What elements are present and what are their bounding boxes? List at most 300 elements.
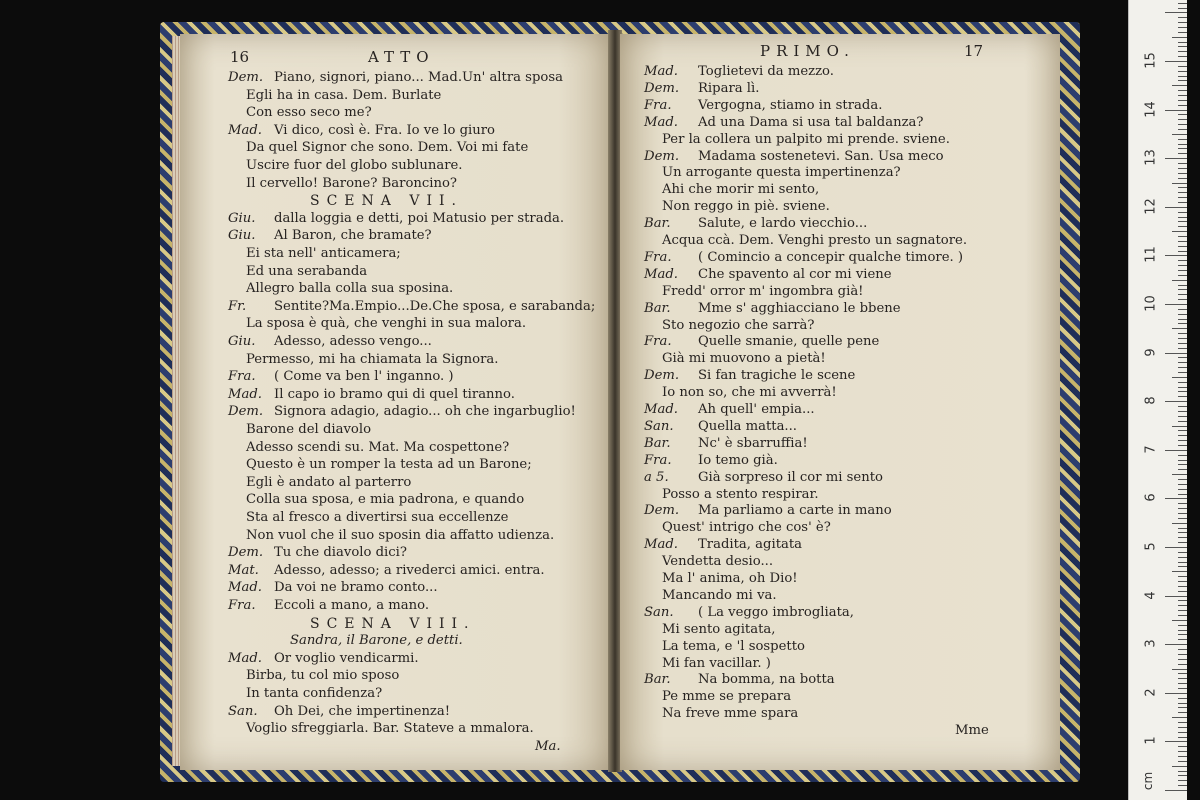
- speaker-label: Mad.: [228, 122, 262, 138]
- ruler-tick: [1178, 411, 1187, 412]
- ruler-tick: [1165, 790, 1187, 791]
- ruler-tick: [1178, 722, 1187, 723]
- verse-line: Da quel Signor che sono. Dem. Voi mi fate: [246, 140, 529, 156]
- ruler-tick: [1178, 221, 1187, 222]
- ruler-tick: [1172, 474, 1187, 475]
- ruler-tick: [1178, 71, 1187, 72]
- ruler-tick: [1178, 659, 1187, 660]
- ruler-tick: [1178, 294, 1187, 295]
- ruler-tick: [1178, 542, 1187, 543]
- ruler-tick: [1178, 654, 1187, 655]
- ruler-label: 14: [1143, 100, 1159, 118]
- speaker-label: Dem.: [228, 545, 264, 561]
- ruler-tick: [1178, 435, 1187, 436]
- ruler-tick: [1178, 455, 1187, 456]
- ruler-tick: [1165, 207, 1187, 208]
- verse-line: Fredd' orror m' ingombra già!: [662, 283, 864, 299]
- ruler-label: 7: [1143, 445, 1159, 454]
- ruler-tick: [1165, 61, 1187, 62]
- speaker-label: Dem.: [644, 80, 680, 96]
- ruler-tick: [1178, 323, 1187, 324]
- ruler-tick: [1178, 105, 1187, 106]
- verse-line: Tu che diavolo dici?: [274, 545, 407, 561]
- speaker-label: Bar.: [644, 300, 671, 316]
- ruler-tick: [1172, 134, 1187, 135]
- verse-line: Na freve mme spara: [662, 706, 799, 722]
- ruler-tick: [1178, 552, 1187, 553]
- ruler-tick: [1178, 22, 1187, 23]
- verse-line: Già sorpreso il cor mi sento: [698, 469, 883, 485]
- ruler-tick: [1178, 51, 1187, 52]
- ruler-tick: [1178, 518, 1187, 519]
- verse-line: Non reggo in piè. sviene.: [662, 199, 830, 215]
- ruler-tick: [1178, 114, 1187, 115]
- speaker-label: Mad.: [644, 114, 678, 130]
- verse-line: Sentite?Ma.Empio...De.Che sposa, e sarabanda;: [274, 298, 596, 314]
- ruler-tick: [1165, 498, 1187, 499]
- right-page: [620, 34, 1060, 770]
- ruler-tick: [1165, 158, 1187, 159]
- speaker-label: Dem.: [644, 503, 680, 519]
- ruler-tick: [1178, 503, 1187, 504]
- ruler-tick: [1178, 217, 1187, 218]
- ruler-tick: [1178, 187, 1187, 188]
- ruler-tick: [1172, 571, 1187, 572]
- ruler-tick: [1178, 367, 1187, 368]
- verse-line: Quella matta...: [698, 418, 798, 434]
- ruler-tick: [1178, 746, 1187, 747]
- verse-line: Non vuol che il suo sposin dia affatto udienza.: [246, 527, 555, 543]
- ruler-label: 4: [1143, 590, 1159, 600]
- ruler-tick: [1165, 304, 1187, 305]
- speaker-label: Mad.: [228, 650, 262, 666]
- verse-line: Ma parliamo a carte in mano: [698, 503, 892, 519]
- verse-line: Quelle smanie, quelle pene: [698, 334, 880, 350]
- ruler-tick: [1178, 625, 1187, 626]
- running-head: PRIMO.: [760, 42, 855, 60]
- ruler-tick: [1178, 421, 1187, 422]
- ruler-tick: [1165, 693, 1187, 694]
- verse-line: Adesso, adesso; a rivederci amici. entra.: [274, 562, 545, 578]
- ruler-tick: [1178, 751, 1187, 752]
- ruler-tick: [1178, 634, 1187, 635]
- ruler-label: 8: [1143, 396, 1159, 405]
- ruler-tick: [1178, 343, 1187, 344]
- ruler-tick: [1178, 464, 1187, 465]
- right-page-text: [620, 34, 1060, 770]
- ruler-tick: [1178, 673, 1187, 674]
- speaker-label: Mad.: [228, 386, 262, 402]
- speaker-label: Mad.: [644, 537, 678, 553]
- ruler-tick: [1178, 712, 1187, 713]
- ruler-tick: [1178, 76, 1187, 77]
- verse-line: Madama sostenetevi. San. Usa meco: [698, 148, 944, 164]
- verse-line: Vendetta desio...: [662, 554, 774, 570]
- ruler-tick: [1178, 445, 1187, 446]
- ruler-tick: [1178, 600, 1187, 601]
- ruler-label: 3: [1143, 639, 1159, 648]
- scene-heading: SCENA VII.: [310, 193, 463, 210]
- ruler-tick: [1178, 732, 1187, 733]
- ruler-tick: [1178, 270, 1187, 271]
- speaker-label: Mad.: [644, 64, 678, 79]
- left-page-text: [180, 34, 610, 770]
- verse-line: ( La veggo imbrogliata,: [698, 604, 854, 620]
- ruler-tick: [1178, 17, 1187, 18]
- ruler-tick: [1178, 557, 1187, 558]
- verse-line: Sta al fresco a divertirsi sua eccellenze: [246, 510, 509, 525]
- ruler-tick: [1178, 124, 1187, 125]
- verse-line: Il cervello! Barone? Baroncino?: [246, 175, 457, 191]
- ruler-tick: [1172, 37, 1187, 38]
- ruler-tick: [1178, 532, 1187, 533]
- verse-line: Già mi muovono a pietà!: [662, 351, 826, 367]
- ruler-tick: [1178, 460, 1187, 461]
- speaker-label: Fra.: [644, 334, 672, 350]
- verse-line: Voglio sfreggiarla. Bar. Stateve a mmalora.: [246, 721, 534, 737]
- verse-line: Tradita, agitata: [698, 537, 803, 553]
- verse-line: Birba, tu col mio sposo: [246, 668, 400, 684]
- ruler-tick: [1172, 280, 1187, 281]
- ruler-tick: [1178, 761, 1187, 762]
- verse-line: Acqua ccà. Dem. Venghi presto un sagnatore.: [662, 233, 968, 248]
- ruler-tick: [1178, 241, 1187, 242]
- speaker-label: San.: [228, 703, 258, 719]
- ruler-tick: [1165, 741, 1187, 742]
- verse-line: Posso a stento respirar.: [662, 486, 819, 502]
- ruler-tick: [1178, 90, 1187, 91]
- verse-line: Ahi che morir mi sento,: [662, 182, 820, 198]
- ruler-label: 11: [1143, 246, 1159, 264]
- ruler-tick: [1178, 678, 1187, 679]
- ruler-tick: [1178, 95, 1187, 96]
- ruler-tick: [1178, 285, 1187, 286]
- speaker-label: Mad.: [644, 266, 678, 282]
- ruler-label: 12: [1143, 198, 1159, 215]
- ruler-tick: [1178, 8, 1187, 9]
- verse-line: Ah quell' empia...: [698, 402, 815, 417]
- ruler-tick: [1165, 110, 1187, 111]
- verse-line: Con esso seco me?: [246, 105, 372, 121]
- ruler-tick: [1178, 289, 1187, 290]
- verse-line: La sposa è quà, che venghi in sua malora.: [246, 316, 527, 332]
- speaker-label: San.: [644, 604, 674, 620]
- verse-line: Colla sua sposa, e mia padrona, e quando: [246, 492, 525, 508]
- ruler-tick: [1178, 494, 1187, 495]
- ruler-tick: [1178, 387, 1187, 388]
- ruler-tick: [1178, 192, 1187, 193]
- ruler-tick: [1178, 202, 1187, 203]
- speaker-label: Bar.: [644, 435, 671, 451]
- ruler-tick: [1178, 178, 1187, 179]
- ruler-tick: [1172, 669, 1187, 670]
- verse-line: Mancando mi va.: [662, 587, 777, 603]
- verse-line: Pe mme se prepara: [662, 689, 792, 705]
- ruler-tick: [1178, 605, 1187, 606]
- verse-line: ( Come va ben l' inganno. ): [274, 369, 454, 385]
- speaker-label: Dem.: [228, 70, 264, 85]
- verse-line: La tema, e 'l sospetto: [662, 638, 805, 654]
- speaker-label: Fra.: [644, 452, 672, 468]
- ruler-tick: [1165, 255, 1187, 256]
- ruler-tick: [1178, 144, 1187, 145]
- verse-line: Ei sta nell' anticamera;: [246, 246, 401, 261]
- ruler-tick: [1178, 528, 1187, 529]
- ruler-tick: [1178, 630, 1187, 631]
- ruler-tick: [1165, 644, 1187, 645]
- ruler-tick: [1172, 231, 1187, 232]
- verse-line: Nc' è sbarruffia!: [698, 435, 808, 451]
- speaker-label: San.: [644, 418, 674, 434]
- verse-line: Na bomma, na botta: [698, 672, 835, 688]
- ruler-tick: [1178, 299, 1187, 300]
- verse-line: Da voi ne bramo conto...: [274, 580, 438, 596]
- ruler-tick: [1178, 639, 1187, 640]
- speaker-label: Dem.: [644, 368, 680, 384]
- ruler-tick: [1178, 357, 1187, 358]
- speaker-label: Giu.: [228, 228, 256, 244]
- verse-line: Per la collera un palpito mi prende. sviene.: [662, 131, 950, 147]
- ruler-tick: [1178, 42, 1187, 43]
- ruler-tick: [1178, 581, 1187, 582]
- speaker-label: Fra.: [644, 249, 672, 265]
- speaker-label: Mad.: [228, 580, 262, 596]
- ruler-tick: [1178, 382, 1187, 383]
- ruler-tick: [1178, 586, 1187, 587]
- speaker-label: Dem.: [644, 148, 680, 164]
- ruler-label: 10: [1143, 295, 1159, 312]
- ruler-tick: [1165, 353, 1187, 354]
- ruler-tick: [1178, 785, 1187, 786]
- ruler-tick: [1178, 338, 1187, 339]
- verse-line: Eccoli a mano, a mano.: [274, 598, 430, 613]
- ruler-tick: [1178, 163, 1187, 164]
- ruler-tick: [1178, 416, 1187, 417]
- ruler-tick: [1178, 688, 1187, 689]
- ruler-tick: [1178, 319, 1187, 320]
- ruler-tick: [1165, 596, 1187, 597]
- ruler-tick: [1178, 737, 1187, 738]
- verse-line: Ripara lì.: [698, 80, 760, 96]
- ruler-tick: [1172, 377, 1187, 378]
- ruler-label: 6: [1143, 493, 1159, 503]
- verse-line: Mme: [955, 723, 989, 739]
- ruler-tick: [1178, 56, 1187, 57]
- verse-line: Barone del diavolo: [246, 422, 372, 437]
- ruler-tick: [1178, 173, 1187, 174]
- verse-line: Adesso scendi su. Mat. Ma cospettone?: [246, 439, 510, 455]
- ruler-tick: [1178, 362, 1187, 363]
- ruler-label: 15: [1143, 52, 1159, 69]
- ruler-tick: [1178, 440, 1187, 441]
- verse-line: Mme s' agghiacciano le bbene: [698, 300, 901, 316]
- ruler-tick: [1178, 727, 1187, 728]
- ruler-tick: [1172, 717, 1187, 718]
- scene-heading: SCENA VIII.: [310, 615, 476, 632]
- speaker-label: Mat.: [228, 562, 259, 578]
- verse-line: Permesso, mi ha chiamata la Signora.: [246, 351, 499, 367]
- ruler-tick: [1178, 100, 1187, 101]
- ruler-tick: [1178, 780, 1187, 781]
- ruler-tick: [1178, 212, 1187, 213]
- ruler-tick: [1165, 547, 1187, 548]
- ruler-tick: [1178, 139, 1187, 140]
- verse-line: Salute, e lardo viecchio...: [698, 216, 868, 232]
- ruler-tick: [1178, 80, 1187, 81]
- ruler-tick: [1172, 620, 1187, 621]
- ruler-tick: [1178, 469, 1187, 470]
- speaker-label: Fr.: [228, 298, 247, 314]
- speaker-label: a 5.: [644, 469, 669, 485]
- ruler-tick: [1172, 523, 1187, 524]
- ruler-tick: [1178, 236, 1187, 237]
- ruler-tick: [1178, 148, 1187, 149]
- ruler-tick: [1178, 3, 1187, 4]
- ruler-tick: [1172, 426, 1187, 427]
- speaker-label: Giu.: [228, 210, 256, 226]
- ruler-tick: [1178, 348, 1187, 349]
- ruler-tick: [1178, 707, 1187, 708]
- verse-line: ( Comincio a concepir qualche timore. ): [698, 249, 964, 265]
- ruler-tick: [1165, 401, 1187, 402]
- ruler-tick: [1178, 260, 1187, 261]
- verse-line: Mi fan vacillar. ): [662, 655, 771, 671]
- ruler-tick: [1178, 275, 1187, 276]
- verse-line: Si fan tragiche le scene: [698, 368, 856, 384]
- verse-line: Vergogna, stiamo in strada.: [698, 97, 883, 113]
- ruler-tick: [1172, 766, 1187, 767]
- verse-line: Un arrogante questa impertinenza?: [662, 165, 901, 181]
- ruler-label: 5: [1143, 542, 1159, 551]
- verse-line: Ma l' anima, oh Dio!: [662, 571, 798, 586]
- verse-line: Io temo già.: [698, 452, 778, 468]
- verse-line: Toglietevi da mezzo.: [698, 64, 834, 79]
- page-number: 16: [230, 48, 250, 66]
- ruler-tick: [1178, 683, 1187, 684]
- ruler-tick: [1178, 27, 1187, 28]
- ruler-tick: [1178, 314, 1187, 315]
- speaker-label: Fra.: [644, 97, 672, 113]
- ruler-tick: [1178, 537, 1187, 538]
- ruler-tick: [1178, 576, 1187, 577]
- speaker-label: Giu.: [228, 334, 256, 349]
- ruler-tick: [1178, 591, 1187, 592]
- ruler-label: 2: [1143, 688, 1159, 697]
- left-page: [180, 34, 610, 770]
- ruler-tick: [1178, 265, 1187, 266]
- ruler-tick: [1178, 664, 1187, 665]
- ruler-tick: [1178, 168, 1187, 169]
- ruler-tick: [1178, 372, 1187, 373]
- verse-line: Allegro balla colla sua sposina.: [246, 281, 454, 297]
- verse-line: Piano, signori, piano... Mad.Un' altra sposa: [274, 70, 563, 85]
- ruler-tick: [1178, 484, 1187, 485]
- ruler-tick: [1165, 12, 1187, 13]
- verse-line: Sto negozio che sarrà?: [662, 317, 815, 333]
- verse-line: Or voglio vendicarmi.: [274, 650, 419, 666]
- ruler-tick: [1178, 562, 1187, 563]
- ruler-tick: [1178, 771, 1187, 772]
- ruler-tick: [1178, 309, 1187, 310]
- ruler-tick: [1178, 32, 1187, 33]
- ruler-tick: [1178, 46, 1187, 47]
- ruler-tick: [1178, 406, 1187, 407]
- ruler-tick: [1178, 610, 1187, 611]
- ruler-label: 9: [1143, 347, 1159, 357]
- verse-line: dalla loggia e detti, poi Matusio per strada.: [274, 210, 565, 226]
- ruler-tick: [1178, 246, 1187, 247]
- speaker-label: Dem.: [228, 404, 264, 420]
- ruler-tick: [1172, 328, 1187, 329]
- verse-line: Quest' intrigo che cos' è?: [662, 520, 831, 536]
- verse-line: Questo è un romper la testa ad un Barone;: [246, 457, 532, 473]
- speaker-label: Bar.: [644, 216, 671, 232]
- verse-line: Signora adagio, adagio... oh che ingarbuglio!: [274, 404, 576, 420]
- verse-line: Al Baron, che bramate?: [274, 228, 432, 244]
- verse-line: Io non so, che mi avverrà!: [662, 385, 837, 401]
- ruler-tick: [1178, 251, 1187, 252]
- verse-line: Ad una Dama si usa tal baldanza?: [698, 114, 924, 130]
- measurement-ruler: [1128, 0, 1187, 800]
- verse-line: Egli ha in casa. Dem. Burlate: [246, 87, 442, 103]
- verse-line: Adesso, adesso vengo...: [274, 334, 432, 349]
- ruler-tick: [1165, 450, 1187, 451]
- ruler-tick: [1178, 396, 1187, 397]
- running-head: ATTO: [368, 48, 435, 66]
- speaker-label: Fra.: [228, 369, 256, 385]
- ruler-tick: [1178, 66, 1187, 67]
- ruler-tick: [1178, 197, 1187, 198]
- ruler-tick: [1178, 615, 1187, 616]
- speaker-label: Mad.: [644, 402, 678, 417]
- ruler-tick: [1178, 775, 1187, 776]
- ruler-tick: [1178, 513, 1187, 514]
- ruler-tick: [1178, 430, 1187, 431]
- ruler-tick: [1178, 489, 1187, 490]
- speaker-label: Fra.: [228, 598, 256, 613]
- verse-line: Mi sento agitata,: [662, 621, 776, 637]
- ruler-tick: [1178, 508, 1187, 509]
- ruler-label: 1: [1143, 736, 1159, 746]
- ruler-tick: [1178, 226, 1187, 227]
- verse-line: Sandra, il Barone, e detti.: [290, 633, 463, 649]
- verse-line: Ma.: [535, 738, 561, 754]
- verse-line: Egli è andato al parterro: [246, 474, 412, 490]
- ruler-tick: [1178, 119, 1187, 120]
- verse-line: Il capo io bramo qui di quel tiranno.: [274, 386, 515, 402]
- ruler-tick: [1178, 333, 1187, 334]
- ruler-tick: [1178, 756, 1187, 757]
- speaker-label: Bar.: [644, 672, 671, 688]
- ruler-tick: [1178, 703, 1187, 704]
- ruler-tick: [1172, 183, 1187, 184]
- ruler-tick: [1178, 391, 1187, 392]
- ruler-tick: [1178, 129, 1187, 130]
- ruler-tick: [1172, 85, 1187, 86]
- verse-line: Uscire fuor del globo sublunare.: [246, 158, 463, 173]
- ruler-unit: cm: [1141, 771, 1156, 791]
- ruler-tick: [1178, 153, 1187, 154]
- ruler-tick: [1178, 479, 1187, 480]
- verse-line: Ed una serabanda: [246, 263, 368, 279]
- page-number: 17: [964, 42, 984, 60]
- verse-line: Che spavento al cor mi viene: [698, 266, 892, 282]
- verse-line: In tanta confidenza?: [246, 686, 383, 701]
- verse-line: Oh Dei, che impertinenza!: [274, 703, 451, 719]
- ruler-tick: [1178, 566, 1187, 567]
- verse-line: Vi dico, così è. Fra. Io ve lo giuro: [274, 122, 495, 138]
- ruler-label: 13: [1143, 149, 1159, 166]
